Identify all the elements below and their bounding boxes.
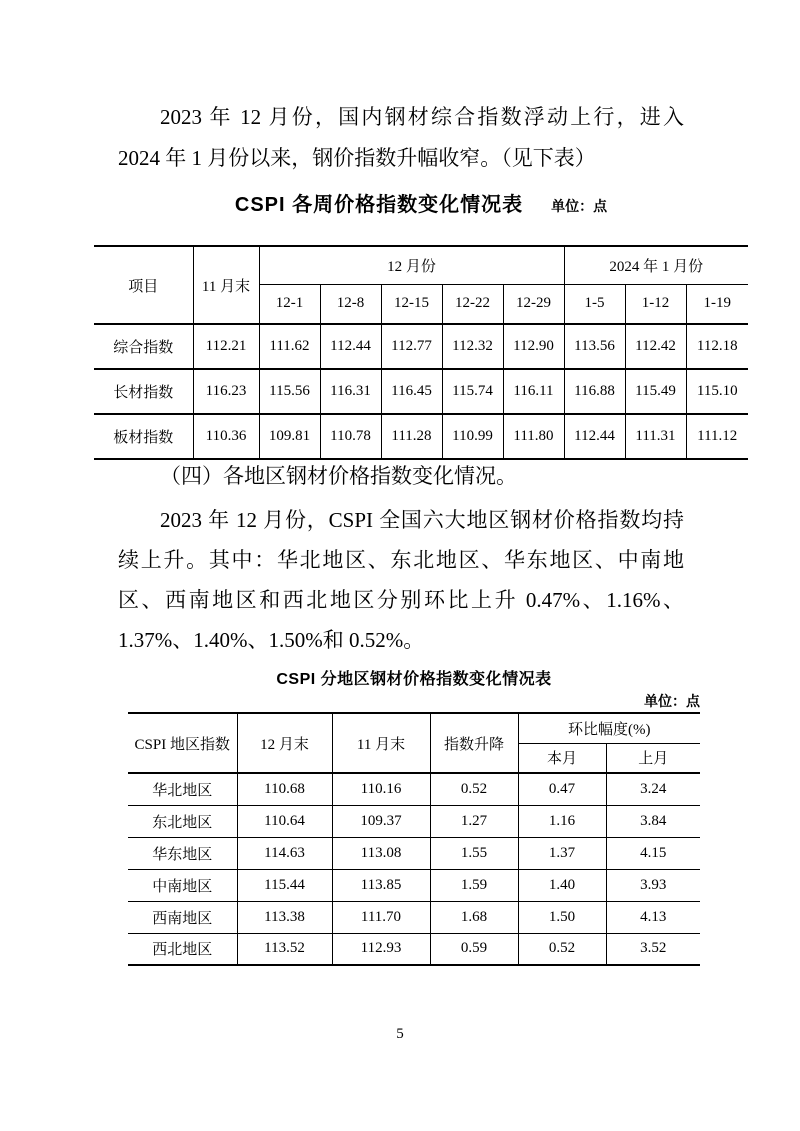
header-region-index: CSPI 地区指数 (128, 713, 237, 773)
header-item: 项目 (94, 246, 193, 324)
row-label: 东北地区 (128, 805, 237, 837)
cell-value: 4.13 (606, 901, 700, 933)
cell-value: 111.12 (686, 414, 748, 459)
cell-value: 1.50 (518, 901, 606, 933)
intro-paragraph: 2023 年 12 月份，国内钢材综合指数浮动上行，进入 2024 年 1 月份以来，钢价指数升幅收窄。（见下表） (118, 105, 684, 170)
header-nov-end: 11 月末 (193, 246, 259, 324)
cell-value: 116.88 (564, 369, 625, 414)
cell-value: 113.85 (332, 869, 430, 901)
header-week: 12-15 (381, 284, 442, 324)
cell-value: 3.93 (606, 869, 700, 901)
cell-value: 112.44 (564, 414, 625, 459)
cell-value: 116.31 (320, 369, 381, 414)
row-label: 综合指数 (94, 324, 193, 369)
cell-value: 0.59 (430, 933, 518, 965)
cell-value: 116.45 (381, 369, 442, 414)
header-mom-group: 环比幅度(%) (518, 713, 700, 743)
cell-value: 0.47 (518, 773, 606, 805)
cell-value: 1.40 (518, 869, 606, 901)
table-row (128, 837, 700, 869)
cell-value: 112.77 (381, 324, 442, 369)
cell-value: 112.21 (193, 324, 259, 369)
cell-value: 111.70 (332, 901, 430, 933)
cell-value: 1.16 (518, 805, 606, 837)
row-label: 华北地区 (128, 773, 237, 805)
cell-value: 115.49 (625, 369, 686, 414)
cell-value: 3.24 (606, 773, 700, 805)
row-label: 板材指数 (94, 414, 193, 459)
table-row (128, 933, 700, 965)
cell-value: 1.55 (430, 837, 518, 869)
cell-value: 112.93 (332, 933, 430, 965)
regional-table-title: CSPI 分地区钢材价格指数变化情况表 (276, 671, 552, 688)
cell-value: 111.62 (259, 324, 320, 369)
row-label: 西南地区 (128, 901, 237, 933)
weekly-index-table (94, 245, 748, 460)
header-this-month: 本月 (518, 743, 606, 773)
table-row (94, 369, 748, 414)
row-label: 西北地区 (128, 933, 237, 965)
header-week: 12-8 (320, 284, 381, 324)
cell-value: 112.18 (686, 324, 748, 369)
cell-value: 0.52 (518, 933, 606, 965)
cell-value: 113.56 (564, 324, 625, 369)
cell-value: 111.31 (625, 414, 686, 459)
page-number: 5 (396, 1026, 404, 1042)
cell-value: 115.10 (686, 369, 748, 414)
header-week: 1-19 (686, 284, 748, 324)
header-week: 12-29 (503, 284, 564, 324)
regional-paragraph: 2023 年 12 月份，CSPI 全国六大地区钢材价格指数均持续上升。其中：华北地区、东北地区、华东地区、中南地区、西南地区和西北地区分别环比上升 0.47%、1.16%、1.37%、1.40%、1.50%和 0.52%。 (118, 508, 684, 652)
header-week: 12-22 (442, 284, 503, 324)
weekly-table-unit: 单位：点 (551, 198, 608, 214)
header-nov-end: 11 月末 (332, 713, 430, 773)
weekly-table-title: CSPI 各周价格指数变化情况表 (234, 194, 524, 216)
header-index-change: 指数升降 (430, 713, 518, 773)
cell-value: 116.23 (193, 369, 259, 414)
header-last-month: 上月 (606, 743, 700, 773)
cell-value: 1.37 (518, 837, 606, 869)
cell-value: 110.36 (193, 414, 259, 459)
cell-value: 110.99 (442, 414, 503, 459)
row-label: 华东地区 (128, 837, 237, 869)
table-row (128, 869, 700, 901)
cell-value: 110.78 (320, 414, 381, 459)
table-row (128, 805, 700, 837)
cell-value: 4.15 (606, 837, 700, 869)
cell-value: 115.56 (259, 369, 320, 414)
cell-value: 111.28 (381, 414, 442, 459)
header-week: 12-1 (259, 284, 320, 324)
header-week: 1-12 (625, 284, 686, 324)
header-week: 1-5 (564, 284, 625, 324)
cell-value: 1.68 (430, 901, 518, 933)
cell-value: 0.52 (430, 773, 518, 805)
cell-value: 113.38 (237, 901, 332, 933)
weekly-table-title-row (94, 188, 748, 217)
header-december-group: 12 月份 (259, 246, 564, 284)
table-header-row (128, 713, 700, 743)
cell-value: 115.74 (442, 369, 503, 414)
cell-value: 110.68 (237, 773, 332, 805)
cell-value: 112.42 (625, 324, 686, 369)
table-row (128, 773, 700, 805)
header-january-group: 2024 年 1 月份 (564, 246, 748, 284)
cell-value: 1.27 (430, 805, 518, 837)
row-label: 长材指数 (94, 369, 193, 414)
cell-value: 112.90 (503, 324, 564, 369)
table-row (128, 901, 700, 933)
regional-table-unit-row (128, 691, 700, 711)
table-header-row (94, 246, 748, 284)
cell-value: 113.08 (332, 837, 430, 869)
cell-value: 113.52 (237, 933, 332, 965)
cell-value: 3.84 (606, 805, 700, 837)
regional-index-table (128, 712, 700, 966)
row-label: 中南地区 (128, 869, 237, 901)
cell-value: 110.16 (332, 773, 430, 805)
section-heading: （四）各地区钢材价格指数变化情况。 (160, 464, 517, 488)
cell-value: 112.32 (442, 324, 503, 369)
cell-value: 114.63 (237, 837, 332, 869)
regional-table-unit: 单位：点 (644, 693, 700, 709)
header-dec-end: 12 月末 (237, 713, 332, 773)
cell-value: 116.11 (503, 369, 564, 414)
cell-value: 110.64 (237, 805, 332, 837)
cell-value: 112.44 (320, 324, 381, 369)
cell-value: 109.37 (332, 805, 430, 837)
table-row (94, 414, 748, 459)
table-row (94, 324, 748, 369)
cell-value: 1.59 (430, 869, 518, 901)
cell-value: 111.80 (503, 414, 564, 459)
cell-value: 3.52 (606, 933, 700, 965)
cell-value: 115.44 (237, 869, 332, 901)
cell-value: 109.81 (259, 414, 320, 459)
